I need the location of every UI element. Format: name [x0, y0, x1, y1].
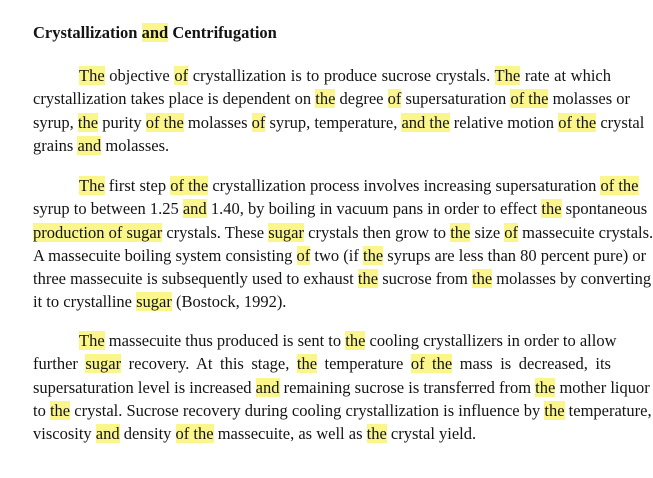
text-run: supersaturation level is increased — [33, 377, 256, 397]
text-run: grains — [33, 135, 78, 155]
highlighted-word: of — [387, 89, 402, 109]
text-run: objective — [104, 66, 175, 85]
text-run: crystallization is to produce sucrose crystals. — [188, 66, 495, 85]
text-run: molasses or — [548, 89, 631, 109]
text-run: (Bostock, 1992). — [171, 292, 287, 312]
text-run: relative motion — [449, 112, 559, 132]
text-run: rate at which — [520, 66, 611, 85]
highlighted-word: the — [77, 112, 99, 132]
highlighted-word: of the — [145, 112, 184, 132]
text-run: cooling crystallizers in order to allow — [365, 331, 617, 350]
highlighted-word: The — [79, 66, 105, 85]
highlighted-word: the — [357, 269, 379, 289]
highlighted-word: of — [504, 222, 519, 242]
highlighted-word: of the — [558, 112, 597, 132]
text-line — [33, 197, 648, 220]
text-line — [33, 376, 650, 399]
highlighted-word: the — [450, 222, 471, 242]
text-run: syrup, — [33, 112, 78, 132]
text-run: massecuite thus produced is sent to — [104, 331, 346, 350]
highlighted-word: and — [95, 424, 120, 444]
text-line — [33, 267, 652, 290]
text-line — [33, 422, 611, 445]
highlighted-word: The — [494, 66, 521, 85]
text-line — [33, 352, 611, 375]
text-run: syrup, temperature, — [265, 112, 402, 132]
highlighted-word: of the — [170, 176, 209, 195]
highlighted-word: and — [182, 199, 207, 219]
text-run: recovery. At this stage, — [121, 354, 297, 374]
highlighted-word: of — [251, 112, 266, 132]
text-line — [33, 134, 611, 157]
text-run: further — [33, 354, 86, 374]
text-run: crystal — [596, 112, 645, 132]
highlighted-word: and — [141, 23, 169, 42]
section-heading — [33, 23, 277, 43]
highlighted-word: sugar — [268, 222, 304, 242]
highlighted-word: sugar — [85, 354, 122, 374]
text-run: sucrose from — [378, 269, 472, 289]
text-run: viscosity — [33, 424, 96, 444]
text-line — [33, 174, 639, 197]
text-run: three massecuite is subsequently used to exhaust — [33, 269, 358, 289]
text-run: size — [470, 222, 505, 242]
text-run: temperature — [317, 354, 411, 374]
highlighted-word: sugar — [136, 292, 172, 312]
text-run: molasses by converting — [492, 269, 652, 289]
highlighted-word: The — [79, 176, 105, 195]
text-run: crystallization process involves increasing supersaturation — [208, 176, 601, 195]
highlighted-word: the — [362, 245, 384, 265]
highlighted-word: of the — [510, 89, 549, 109]
highlighted-word: the — [366, 424, 387, 444]
highlighted-word: the — [315, 89, 336, 109]
text-run: molasses. — [101, 135, 170, 155]
text-run: temperature, — [564, 400, 652, 420]
text-run: crystal yield. — [386, 424, 477, 444]
text-run: mother liquor — [555, 377, 650, 397]
text-run: crystals. These — [162, 222, 269, 242]
highlighted-word: the — [541, 199, 562, 219]
highlighted-word: of the — [600, 176, 639, 195]
text-line — [33, 64, 611, 87]
paragraph-cooling-crystallizers — [33, 329, 652, 445]
text-run: to — [33, 400, 50, 420]
text-run: 1.40, by boiling in vacuum pans in order to effect — [206, 199, 542, 219]
text-run: degree — [335, 89, 388, 109]
highlighted-word: and — [77, 135, 102, 155]
highlighted-word: the — [296, 354, 318, 374]
text-run: spontaneous — [561, 199, 648, 219]
text-run: density — [119, 424, 176, 444]
highlighted-word: the — [472, 269, 493, 289]
text-run: purity — [98, 112, 146, 132]
highlighted-word: of the — [175, 424, 214, 444]
paragraph-crystallization-objective — [33, 64, 645, 157]
text-run: mass is decreased, its — [452, 354, 611, 374]
text-run: crystallization takes place is dependent on — [33, 89, 316, 109]
text-run: crystal. Sucrose recovery during cooling crystallization is influence by — [70, 400, 545, 420]
highlighted-word: the — [544, 400, 565, 420]
text-run: massecuite crystals. — [518, 222, 653, 242]
text-run: two (if — [310, 245, 363, 265]
highlighted-word: the — [345, 331, 366, 350]
highlighted-word: production of sugar — [33, 222, 163, 242]
text-line — [33, 399, 652, 422]
text-run: it to crystalline — [33, 292, 137, 312]
text-run: supersaturation — [401, 89, 511, 109]
text-run: remaining sucrose is transferred from — [279, 377, 536, 397]
text-line — [33, 329, 617, 352]
text-line — [33, 87, 631, 110]
text-run: molasses — [183, 112, 252, 132]
text-line — [33, 244, 647, 267]
text-run: A massecuite boiling system consisting — [33, 245, 297, 265]
highlighted-word: The — [79, 331, 105, 350]
text-run: syrup to between 1.25 — [33, 199, 183, 219]
text-line — [33, 290, 611, 313]
text-run: syrups are less than 80 percent pure) or — [383, 245, 647, 265]
text-run: crystals then grow to — [304, 222, 451, 242]
highlighted-word: and — [255, 377, 280, 397]
highlighted-word: and the — [401, 112, 450, 132]
highlighted-word: of — [174, 66, 189, 85]
text-line — [33, 221, 653, 244]
highlighted-word: the — [535, 377, 556, 397]
heading-part: Crystallization — [33, 23, 142, 42]
paragraph-crystallization-process — [33, 174, 653, 314]
text-run: first step — [104, 176, 171, 195]
highlighted-word: the — [49, 400, 71, 420]
highlighted-word: of the — [410, 354, 453, 374]
highlighted-word: of — [296, 245, 311, 265]
text-run: massecuite, as well as — [213, 424, 367, 444]
heading-part: Centrifugation — [168, 23, 277, 42]
text-line — [33, 111, 645, 134]
